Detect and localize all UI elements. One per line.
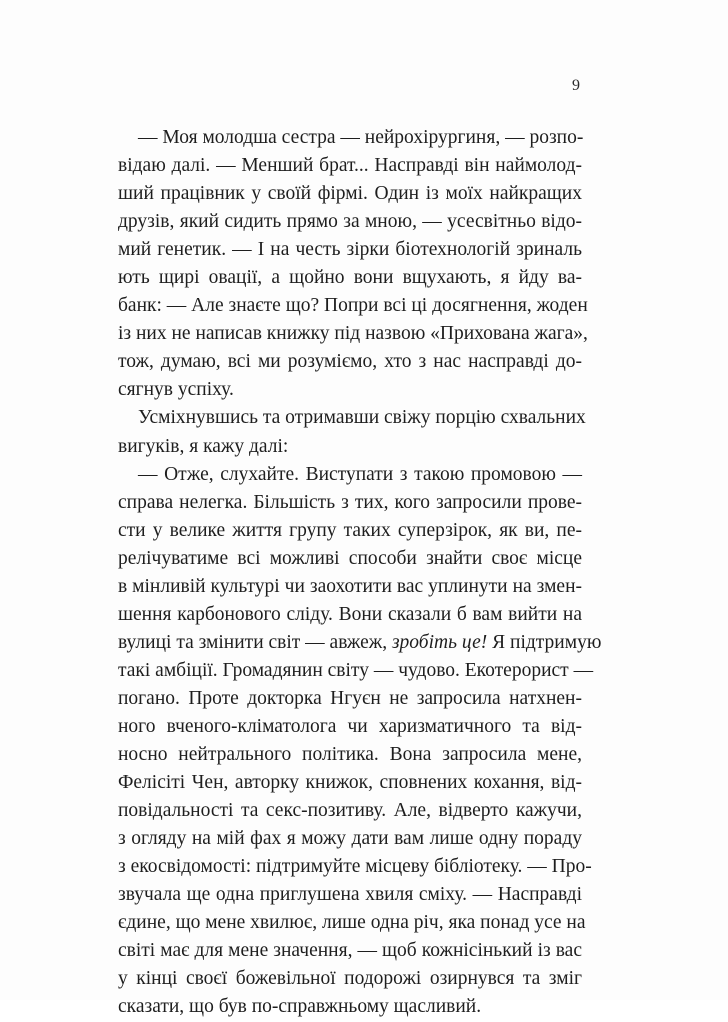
text-line: сягнув успіху. (118, 379, 234, 401)
text-line: відаю далі. — Менший брат... Насправді він наймолод- (118, 155, 582, 177)
text-line: погано. Проте докторка Нгуєн не запросила натхнен- (118, 687, 582, 709)
page-number: 9 (572, 77, 580, 94)
emphasis-text: зробіть це! (391, 631, 488, 653)
text-line: ший працівник у своїй фірмі. Один із моїх найкращих (118, 183, 582, 205)
text-line: — Моя молодша сестра — нейрохірургиня, — розпо- (138, 127, 584, 148)
text-line: справа нелегка. Більшість з тих, кого запросили прове- (118, 491, 582, 513)
text-line: тож, думаю, всі ми розуміємо, хто з нас насправді до- (118, 351, 582, 373)
text-line: релічуватиме всі можливі способи знайти своє місце (118, 547, 582, 569)
text-line: ють щирі овації, а щойно вони вщухають, я йду ва- (118, 267, 582, 289)
text-line: такі амбіції. Громадянин світу — чудово. Екотерорист — (118, 659, 594, 681)
text-line: світі має для мене значення, — щоб кожнісінький із вас (118, 940, 582, 962)
text-line: друзів, який сидить прямо за мною, — усесвітньо відо- (118, 211, 582, 233)
text-line: шення карбонового сліду. Вони сказали б вам вийти на (118, 603, 582, 625)
text-line: банк: — Але знаєте що? Попри всі ці досягнення, жоден (118, 295, 588, 317)
text-line: з огляду на мій фах я можу дати вам лише одну пораду (118, 828, 582, 850)
body-text (118, 124, 602, 1022)
text-line: — Отже, слухайте. Виступати з такою промовою — (138, 463, 582, 485)
text-line: сти у велике життя групу таких суперзірок, як ви, пе- (118, 519, 582, 541)
text-line: вигуків, я кажу далі: (118, 435, 289, 457)
text-line: носно нейтрального політика. Вона запросила мене, (118, 744, 582, 766)
text-line: сказати, що був по-справжньому щасливий. (118, 996, 482, 1018)
text-line: з екосвідомості: підтримуйте місцеву бібліотеку. — Про- (118, 856, 592, 878)
text-line: із них не написав книжку під назвою «Прихована жага», (118, 323, 588, 345)
text-line: мий генетик. — І на честь зірки біотехнологій зриналь (118, 239, 582, 261)
text-line: в мінливій культурі чи заохотити вас уплинути на змен- (118, 575, 582, 597)
text-line-part: вулиці та змінити світ — авжеж, (118, 631, 392, 653)
text-line: єдине, що мене хвилює, лише одна річ, яка понад усе на (118, 912, 586, 934)
text-line: Фелісіті Чен, авторку книжок, сповнених кохання, від- (118, 772, 582, 794)
text-line: повідальності та секс-позитиву. Але, відверто кажучи, (118, 800, 582, 822)
text-line: у кінці своєї божевільної подорожі озирнувся та зміг (118, 968, 582, 990)
text-line: Усміхнувшись та отримавши свіжу порцію схвальних (138, 407, 586, 429)
text-line: ного вченого-кліматолога чи харизматичного та від- (118, 715, 582, 737)
text-line: звучала ще одна приглушена хвиля сміху. — Насправді (118, 884, 582, 906)
text-line-part: Я підтримую (487, 631, 602, 653)
text-line (118, 629, 602, 657)
